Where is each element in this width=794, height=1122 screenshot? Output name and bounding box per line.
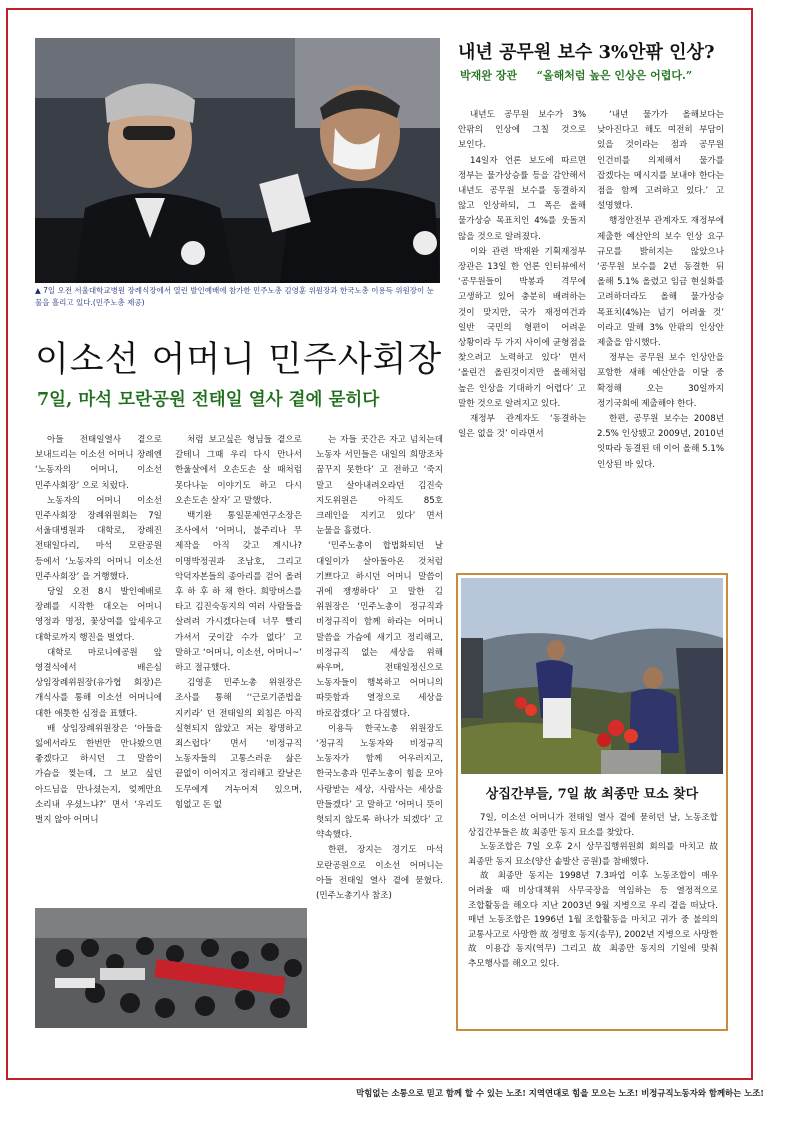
side-article-col-1 (458, 108, 586, 563)
footer-slogan: 막힘없는 소통으로 믿고 함께 할 수 있는 노조! 지역연대로 힘을 모으는 노조! 비정규직노동자와 함께하는 노조! (356, 1088, 764, 1098)
paragraph: 행정안전부 관계자도 재정부에 제출한 예산안의 보수 인상 요구 규모를 밝히지는 않았으나 ‘공무원 보수를 2년 동결한 뒤 올해 5.1% 올렸고 임금 현실화를 고려하더라도 올해 물가상승 목표치(4%)는 넘기 어려울 것’ 이라고 말해 3% 안팎의 인상안 제출을 암시했다. (597, 216, 724, 349)
paragraph: 대학로 마로니에공원 앞 영결식에서 배은심 상임장례위원장(유가협 회장)은 개식사를 통해 이소선 어머니에 대한 애틋한 심정을 표했다. (35, 647, 162, 719)
main-article-col-1 (35, 433, 162, 903)
paragraph: 노동자의 어머니 이소선 민주사회장 장례위원회는 7일 서울대병원과 대학로, 장례진 전태일다리, 마석 모란공원 등에서 ‘노동자의 어머니 이소선 민주사회장’ 을 거행했다. (35, 495, 162, 582)
procession-photo (35, 908, 307, 1028)
memorial-box (456, 573, 728, 1031)
paragraph: 7일, 이소선 어머니가 전태일 열사 곁에 묻히던 날, 노동조합 상집간부들은 故 최종만 동지 묘소를 찾았다. (468, 813, 718, 838)
paragraph: 처럼 보고싶은 형님들 곁으로 갈테니 그때 우리 다시 만나서 한울살에서 오손도손 살 때처럼 못다나눈 이야기도 하고 다시 오손도손 살자’ 고 말했다. (175, 435, 302, 506)
paragraph: 故 최종만 동지는 1998년 7.3파업 이후 노동조합이 매우 어려울 때 비상대책위 사무국장을 역임하는 등 열정적으로 조합활동을 해오다 지난 2003년 9월 지병으로 우리 곁을 떠났다. 매년 노동조합은 1996년 1월 조합활동을 마치고 귀가 중 불의의 교통사고로 사망한 故 정명호 동지(송무), 2002년 지병으로 사망한 故 이용갑 동지(역무) 그리고 故 최종만 동지의 기일에 맞춰 추모행사를 해오고 있다. (468, 871, 718, 969)
side-article-col-2 (597, 108, 724, 563)
mourners-photo (35, 38, 440, 283)
paragraph: 이와 관련 박재완 기획재정부 장관은 13일 한 언론 인터뷰에서 ‘공무원들이 박봉과 격무에 고생하고 있어 충분히 배려하는 것이 맞지만, 국가 재정여건과 일반 국민의 형편이 어려운 상황이라 두 가지 사이에 균형점을 찾으려고 노력하고 있다’ 면서 ‘올린건 올린것이지만 올해처럼 높은 인상을 기대하기 어렵다’ 고 말한 것으로 알려지고 있다. (458, 246, 586, 409)
paragraph: 김영훈 민주노총 위원장은 조사를 통해 ‘‘근로기준법을 지키라’ 던 전태일의 외침은 아직 실현되지 않았고 저는 왕명하고 죄스럽다’ 면서 ‘비정규직 노동자들의 고통스러운 삶은 끝없이 이어지고 정리해고 칼날은 도무에게 겨누어져 있으며, 힘없고 돈 없 (175, 678, 302, 810)
paragraph: 정부는 공무원 보수 인상안을 포함한 새해 예산안을 이달 중 확정해 오는 30일까지 정기국회에 제출해야 한다. (597, 353, 724, 409)
paragraph: 이용득 한국노총 위원장도 ‘정규직 노동자와 비정규직 노동자가 함께 어우러지고, 한국노총과 민주노총이 힘을 모아 사랑받는 세상, 사람사는 세상을 만들겠다’ 고 말하고 ‘어머니 뜻이 헛되지 않도록 하나가 되겠다’ 고 약속했다. (316, 723, 443, 841)
paragraph: 는 자들 곳간은 자고 넘치는데 노동자 서민들은 내일의 희망조차 꿈꾸지 못한다’ 고 전하고 ‘죽지 말고 살아내려오라던 김진숙 지도위원은 아직도 85호 크레인을 지키고 있다’ 면서 눈물을 흘렸다. (316, 435, 443, 537)
photo-caption: ▲ 7일 오전 서울대학교병원 장례식장에서 열린 발인예배에 참가한 민주노총 김영훈 위원장과 한국노총 이용득 위원장이 눈물을 흘리고 있다.(민주노총 제공) (35, 286, 434, 307)
paragraph: 배 상임장례위원장은 ‘아들을 잃에서라도 한번만 만나봤으면 좋겠다고 하시던 그 말씀이 가슴을 찢는데, 그 보고 싶던 아드님을 만나셨는지, 엊께만요 소리내 우셨느냐?’ 면서 ‘우리도 벌지 않아 어머니 (35, 723, 162, 826)
paragraph: ‘내년 물가가 올해보다는 낮아진다고 해도 여전히 부담이 있을 것이라는 점과 공무원 인건비를 의제해서 물가를 잡겠다는 메시지를 보내야 한다는 점을 함께 고려하고 있다.’ 고 설명했다. (597, 110, 724, 212)
paragraph: 재정부 관계자도 ‘동결하는 일은 없을 것’ 이라면서 (458, 414, 586, 440)
main-subtitle: 7일, 마석 모란공원 전태일 열사 곁에 묻히다 (37, 390, 380, 410)
paragraph: 백기완 통일문제연구소장은 조사에서 ‘어머니, 불주리나 무 제작을 아직 갖고 계시나? 이명박정권과 조남호, 그리고 악덕자본들의 종아리를 걷어 올려 후 하 후 하 채 한다. 희망버스를 타고 김진숙동지의 여러 사람들을 살려려 가시겠다는데 너무 빨리 가셔서 굿이갈 수가 없다’ 고 말하고 ‘어머니, 이소선, 어머니~’ 하고 절규했다. (175, 511, 302, 674)
grave-visit-photo (461, 578, 723, 774)
memorial-headline: 상집간부들, 7일 故 최종만 묘소 찾다 (485, 787, 699, 802)
main-article-col-2 (175, 433, 302, 903)
paragraph: 한편, 공무원 보수는 2008년 2.5% 인상됐고 2009년, 2010년 잇따라 동결된 데 이어 올해 5.1% 인상된 바 있다. (597, 414, 724, 470)
main-headline: 이소선 어머니 민주사회장 (35, 340, 443, 380)
paragraph: 노동조합은 7일 오후 2시 상무집행위원회 회의를 마치고 故 최종만 동지 묘소(양산 솥발산 공원)를 참배했다. (468, 842, 718, 867)
side-subtitle-name: 박재완 장관 (460, 69, 517, 82)
paragraph: 14일자 언론 보도에 따르면 정부는 물가상승률 등을 감안해서 내년도 공무원 보수를 동결하지 않고 인상하되, 그 폭은 올해 물가상승 목표치인 4%를 웃돌지 않을 것으로 알려졌다. (458, 155, 586, 242)
paragraph: 내년도 공무원 보수가 3% 안팎의 인상에 그칠 것으로 보인다. (458, 110, 586, 151)
paragraph: 아들 전태일열사 곁으로 보내드리는 이소선 어머니 장례엔 ‘노동자의 어머니, 이소선 민주사회장’ 으로 치렀다. (35, 435, 162, 491)
paragraph: 한편, 장지는 경기도 마석 모란공원으로 이소선 어머니는 아들 전태일 열사 곁에 묻혔다.(민주노총기사 참조) (316, 845, 443, 902)
main-article-col-3 (316, 433, 443, 1033)
side-subtitle-quote: “올해처럼 높은 인상은 어렵다.” (536, 69, 693, 82)
side-subtitle (460, 67, 692, 83)
side-headline: 내년 공무원 보수 3%안팎 인상? (458, 42, 715, 63)
memorial-body (468, 811, 718, 1023)
paragraph: 당일 오전 8시 발인예배로 장례를 시작한 대오는 어머니 영정과 명정, 꽃상여를 앞세우고 대학로까지 행진을 벌였다. (35, 587, 162, 643)
paragraph: ‘민주노총이 합법화되던 날 대일이가 살아돌아온 것처럼 기쁘다고 하시던 어머니 말씀이 귀에 쟁쟁하다’ 고 말한 김 위원장은 ‘민주노총이 정규직과 비정규직이 함께 하라는 어머니 말씀을 가슴에 새기고 정리해고, 비정규직 없는 세상을 위해 싸우며, 전태일정신으로 노동자들이 행복하고 어머니의 따뜻함과 열정으로 세상을 바로잡겠다’ 고 다짐했다. (316, 541, 443, 719)
